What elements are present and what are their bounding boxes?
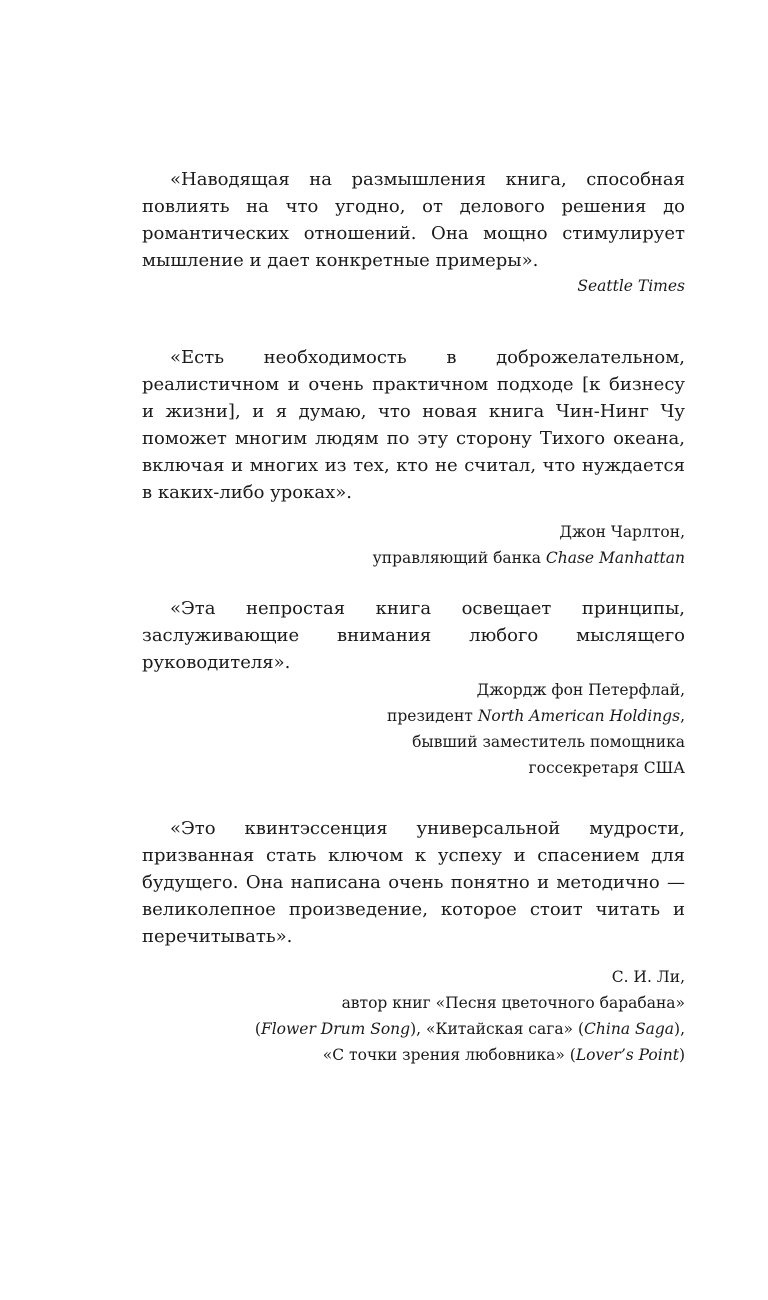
quote-2-attribution (142, 519, 685, 571)
quote-1-attribution (142, 273, 685, 299)
quote-2-role-org: Chase Manhattan (545, 549, 685, 567)
quote-4-books-line-3: «С точки зрения любовника» (Lover’s Point) (322, 1046, 685, 1064)
quote-3-attribution (142, 677, 685, 781)
quote-1 (142, 166, 685, 299)
quote-4-attribution (142, 964, 685, 1068)
quote-2-role-prefix: управляющий банка (372, 549, 546, 567)
quote-4-book2-en: China Saga (584, 1020, 675, 1038)
quote-4-books-line-2: (Flower Drum Song), «Китайская сага» (China Saga), (254, 1020, 685, 1038)
quote-2-text: «Есть необходимость в доброжелательном, реалистичном и очень практичном подходе [к бизнесу и жизни], и я думаю, что новая книга Чин-Нинг Чу поможет многим людям по эту сторону Тихого океана, включая и многих из тех, кто не считал, что нуждается в каких-либо уроках». (142, 347, 685, 503)
quote-3-text: «Эта непростая книга освещает принципы, заслуживающие внимания любого мыслящего руководителя». (142, 598, 685, 673)
quote-4-text: «Это квинтэссенция универсальной мудрости, призванная стать ключом к успеху и спасением для будущего. Она написана очень понятно и методично — великолепное произведение, которое стоит читать и перечитывать». (142, 818, 685, 947)
quote-2-author: Джон Чарлтон, (559, 523, 685, 541)
quote-3-author: Джордж фон Петерфлай, (476, 681, 685, 699)
quote-4-book2-ru: «Китайская сага» (426, 1020, 574, 1038)
quote-3-extra-1: бывший заместитель помощника (412, 733, 685, 751)
quote-3-role (142, 703, 685, 729)
quote-3-extra-2: госсекретаря США (528, 759, 685, 777)
quote-4-book3-ru: «С точки зрения любовника» (322, 1046, 565, 1064)
quote-4-book1-en: Flower Drum Song (260, 1020, 411, 1038)
quote-4 (142, 815, 685, 1068)
quote-4-author: С. И. Ли, (611, 968, 685, 986)
quote-1-source: Seattle Times (577, 277, 685, 295)
quote-2 (142, 344, 685, 571)
quote-3-role-prefix: президент (387, 707, 478, 725)
quote-1-text: «Наводящая на размышления книга, способная повлиять на что угодно, от делового решения до романтических отношений. Она мощно стимулирует мышление и дает конкретные примеры». (142, 169, 685, 271)
quote-3-role-org: North American Holdings (477, 707, 681, 725)
quote-3 (142, 595, 685, 781)
quote-4-books-line: автор книг «Песня цветочного барабана» (341, 994, 685, 1012)
quote-3-role-suffix: , (680, 707, 685, 725)
quote-4-book3-en: Lover’s Point (575, 1046, 679, 1064)
quote-2-role (142, 545, 685, 571)
